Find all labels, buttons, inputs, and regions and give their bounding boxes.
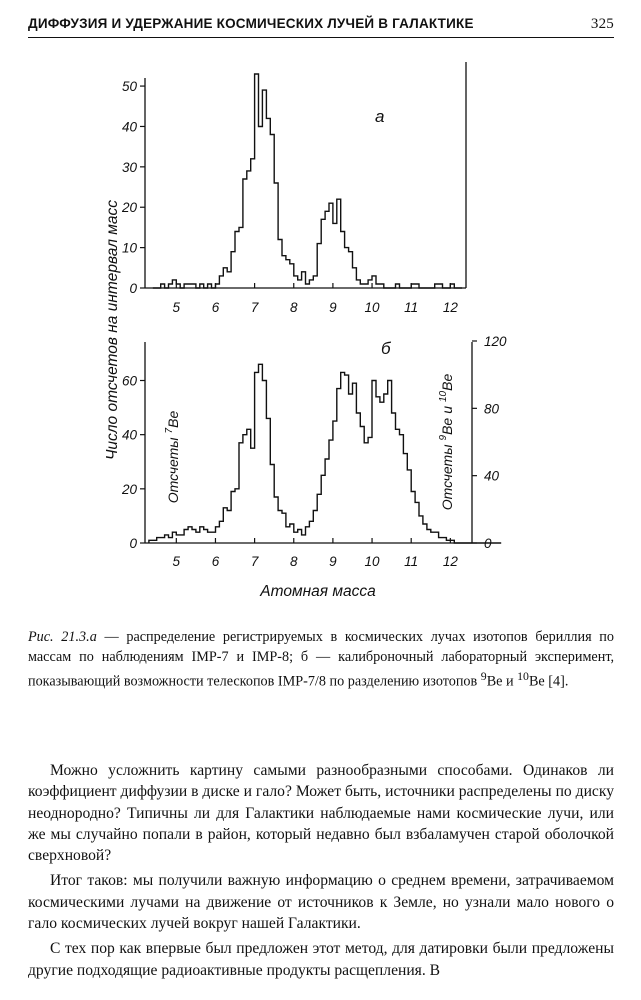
caption-part-a: а — [89, 629, 97, 645]
body-text — [28, 760, 614, 985]
caption-fig-label: Рис. 21.3. — [28, 629, 90, 645]
panel-a-x-tick-label: 5 — [172, 300, 181, 315]
b-right-label-iso1: Be — [439, 417, 455, 435]
caption-iso2-mass: 10 — [517, 669, 529, 683]
panel-a-y-tick-label: 10 — [121, 240, 137, 256]
panel-b-x-tick-label: 12 — [442, 554, 458, 569]
b-right-label-iso2: Be — [439, 373, 455, 391]
panel-b-y-tick-label: 0 — [129, 536, 137, 551]
caption-iso1-mass: 9 — [480, 669, 487, 683]
panel-a-y-tick-label: 50 — [121, 79, 137, 95]
panel-a-histogram — [153, 74, 462, 288]
panel-b — [121, 334, 507, 600]
panel-b-x-tick-label: 5 — [172, 554, 181, 569]
caption-conj: и — [502, 673, 518, 690]
b-right-label-mass1: 9 — [438, 434, 449, 441]
b-left-label-word: Отсчеты — [165, 437, 181, 504]
b-right-label-mass2: 10 — [438, 390, 449, 402]
panel-a-y-tick-label: 30 — [121, 159, 137, 175]
panel-a-x-tick-label: 7 — [250, 300, 259, 315]
caption-text: — распределение регистрируемых в космических лучах изотопов бериллия по массам по наблюдениям IMP-7 и IMP-8; б — калиброночный лабораторный эксперимент, показывающий возможности телескопов IMP-7/8 по разделению изотопов — [28, 629, 614, 690]
panel-a — [121, 62, 466, 315]
panel-a-y-tick-label: 40 — [121, 119, 137, 135]
panel-a-x-tick-label: 9 — [329, 300, 337, 315]
panel-b-x-tick-label: 9 — [329, 554, 337, 569]
panel-b-x-tick-label: 7 — [250, 554, 259, 569]
panel-b-right-axis-label — [438, 374, 455, 511]
shared-y-label: Число отсчетов на интервал масс — [104, 199, 121, 461]
panel-b-right-y-tick-label: 0 — [484, 536, 492, 551]
figure — [0, 60, 641, 605]
caption-iso1: Be — [486, 673, 503, 690]
panel-b-x-tick-label: 10 — [364, 554, 380, 569]
paragraph: Итог таков: мы получили важную информацию о среднем времени, затрачиваемом космическими лучами на движение от источников к Земле, но узнали мало нового о гало космических лучей вокруг нашей Галактики. — [28, 872, 614, 933]
b-right-label-word: Отсчеты — [439, 444, 455, 511]
panel-a-x-tick-label: 11 — [404, 300, 419, 315]
panel-b-y-tick-label: 20 — [121, 481, 137, 497]
running-head-title: ДИФФУЗИЯ И УДЕРЖАНИЕ КОСМИЧЕСКИХ ЛУЧЕЙ В ГАЛАКТИКЕ — [28, 16, 474, 31]
x-axis-label: Атомная масса — [260, 583, 376, 600]
panel-b-right-y-tick-label: 40 — [484, 468, 500, 484]
panel-b-right-y-tick-label: 80 — [484, 401, 500, 417]
panel-a-x-tick-label: 8 — [289, 300, 298, 315]
paragraph: С тех пор как впервые был предложен этот метод, для датировки были предложены другие подходящие радиоактивные продукты расщепления. В — [28, 940, 614, 979]
panel-b-y-tick-label: 40 — [121, 427, 137, 443]
page-number: 325 — [590, 16, 614, 32]
b-right-label-conj: и — [439, 405, 455, 414]
panel-b-x-tick-label: 6 — [211, 554, 220, 569]
panel-a-x-tick-label: 10 — [364, 300, 380, 315]
panel-a-y-tick-label: 0 — [129, 281, 137, 296]
panel-a-label: а — [375, 107, 385, 126]
panel-b-right-y-tick-label: 120 — [484, 334, 507, 349]
caption-iso2: Be — [528, 673, 545, 690]
panel-b-x-tick-label: 8 — [289, 554, 298, 569]
panel-b-x-tick-label: 11 — [404, 554, 419, 569]
panel-a-y-tick-label: 20 — [121, 200, 137, 216]
panel-b-left-axis-label — [164, 411, 181, 504]
paragraph: Можно усложнить картину самыми разнообразными способами. Одинаков ли коэффициент диффузии в диске и гало? Может быть, источники распределены по диску неоднородно? Типичны ли для Галактики наблюдаемые нами космические лучи, или же мы случайно попали в район, который недавно был взбаламучен старой оболочкой сверхновой? — [28, 762, 614, 865]
panel-a-x-tick-label: 6 — [211, 300, 220, 315]
panel-a-x-tick-label: 12 — [442, 300, 458, 315]
b-left-label-mass: 7 — [164, 427, 175, 434]
panel-b-y-tick-label: 60 — [121, 373, 137, 389]
panel-b-label: б — [381, 339, 391, 358]
b-left-label-isotope: Be — [165, 410, 181, 428]
figure-caption — [28, 628, 614, 692]
caption-ref: [4]. — [544, 673, 569, 690]
running-head — [28, 16, 614, 38]
